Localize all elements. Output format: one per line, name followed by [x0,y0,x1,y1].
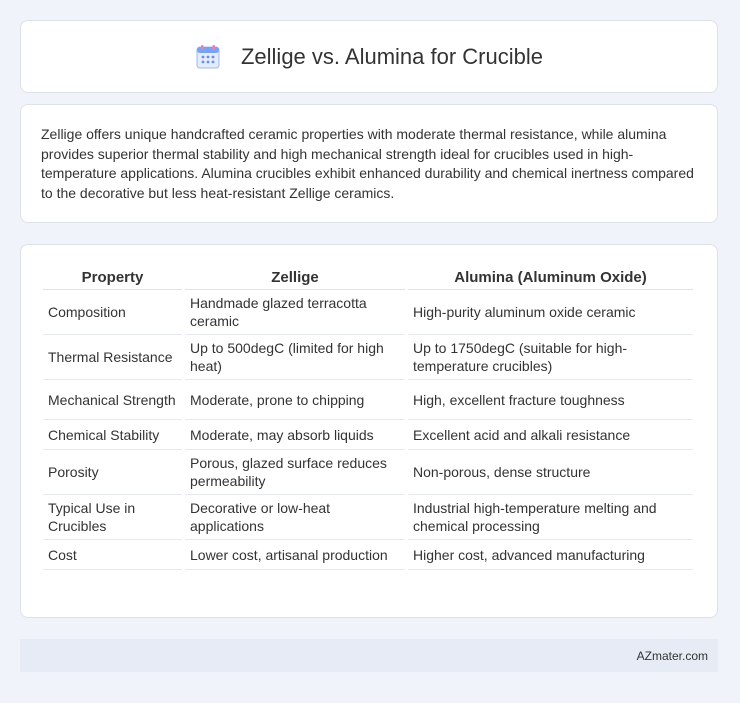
cell-property: Composition [43,290,182,335]
cell-zellige: Moderate, may absorb liquids [185,420,405,450]
title-card [20,20,718,93]
cell-zellige: Decorative or low-heat applications [185,495,405,540]
cell-zellige: Up to 500degC (limited for high heat) [185,335,405,380]
comparison-table-card [20,244,718,618]
table-row [43,380,693,420]
table-row [43,420,693,450]
cell-property: Thermal Resistance [43,335,182,380]
column-header-alumina: Alumina (Aluminum Oxide) [408,265,693,290]
cell-alumina: High-purity aluminum oxide ceramic [408,290,693,335]
cell-alumina: Up to 1750degC (suitable for high-temperature crucibles) [408,335,693,380]
cell-property: Cost [43,540,182,570]
cell-alumina: Industrial high-temperature melting and chemical processing [408,495,693,540]
table-row [43,450,693,495]
cell-zellige: Handmade glazed terracotta ceramic [185,290,405,335]
cell-property: Porosity [43,450,182,495]
cell-property: Chemical Stability [43,420,182,450]
cell-property: Typical Use in Crucibles [43,495,182,540]
cell-zellige: Lower cost, artisanal production [185,540,405,570]
column-header-property: Property [43,265,182,290]
cell-alumina: Higher cost, advanced manufacturing [408,540,693,570]
footer [20,639,718,672]
column-header-zellige: Zellige [185,265,405,290]
table-row [43,335,693,380]
table-row [43,540,693,570]
cell-alumina: Excellent acid and alkali resistance [408,420,693,450]
comparison-table [40,265,696,570]
summary-card [20,104,718,223]
footer-site-label: AZmater.com [636,648,708,663]
page-title: Zellige vs. Alumina for Crucible [240,43,543,69]
cell-zellige: Porous, glazed surface reduces permeability [185,450,405,495]
calendar-grid-icon [195,44,221,70]
table-row [43,495,693,540]
summary-text: Zellige offers unique handcrafted ceramic properties with moderate thermal resistance, while alumina provides superior thermal stability and high mechanical strength ideal for crucibles used in high-temperature applications. Alumina crucibles exhibit enhanced durability and chemical inertness compared to the decorative but less heat-resistant Zellige ceramics. [41,126,694,201]
cell-alumina: High, excellent fracture toughness [408,380,693,420]
table-row [43,290,693,335]
cell-property: Mechanical Strength [43,380,182,420]
table-header-row [43,265,693,290]
cell-alumina: Non-porous, dense structure [408,450,693,495]
cell-zellige: Moderate, prone to chipping [185,380,405,420]
